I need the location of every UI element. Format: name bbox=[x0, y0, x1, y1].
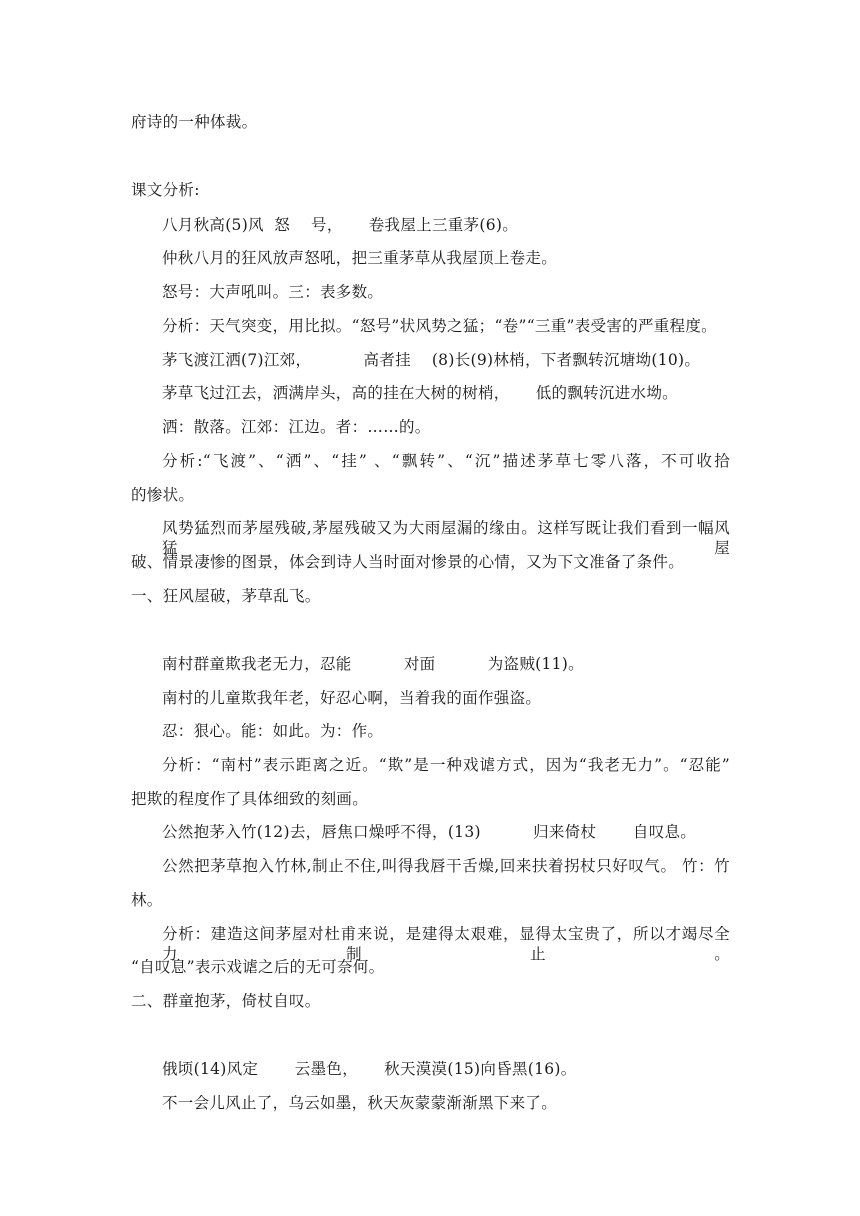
analysis-line-2a: 分析:“飞渡”、“洒”、“挂” 、“飘转”、“沉”描述茅草七零八落，不可收拾 bbox=[162, 452, 730, 470]
text-line-1: 府诗的一种体裁。 bbox=[131, 113, 258, 131]
analysis-line-3a: 分析：“南村”表示距离之近。“欺”是一种戏谑方式，因为“我老无力”。“忍能” bbox=[162, 756, 730, 774]
translation-line-4b: 林。 bbox=[131, 891, 163, 909]
section-summary-1: 一、狂风屋破，茅草乱飞。 bbox=[131, 587, 321, 605]
analysis-line-4a: 分析：建造这间茅屋对杜甫来说，是建得太艰难，显得太宝贵了，所以才竭尽全力制止。 bbox=[162, 925, 730, 963]
analysis-line-3b: 把欺的程度作了具体细致的刻画。 bbox=[131, 790, 369, 808]
poem-line-3: 南村群童欺我老无力，忍能 对面 为盗贼(11)。 bbox=[162, 655, 584, 673]
poem-line-2: 茅飞渡江洒(7)江郊， 高者挂 (8)长(9)林梢，下者飘转沉塘坳(10)。 bbox=[162, 351, 701, 369]
poem-line-4: 公然抱茅入竹(12)去，唇焦口燥呼不得，(13) 归来倚杖 自叹息。 bbox=[162, 823, 697, 841]
section-heading-analysis: 课文分析: bbox=[131, 181, 200, 199]
analysis-line-2b: 的惨状。 bbox=[131, 486, 195, 504]
analysis-line-1: 分析：天气突变，用比拟。“怒号”状风势之猛；“卷”“三重”表受害的严重程度。 bbox=[162, 317, 717, 335]
analysis-line-4b: “自叹息”表示戏谑之后的无可奈何。 bbox=[131, 958, 385, 976]
section-summary-2: 二、群童抱茅，倚杖自叹。 bbox=[131, 992, 321, 1010]
annotation-line-2: 洒：散落。江郊：江边。者：……的。 bbox=[162, 418, 431, 436]
translation-line-5: 不一会儿风止了，乌云如墨，秋天灰蒙蒙渐渐黑下来了。 bbox=[162, 1094, 558, 1112]
poem-line-1: 八月秋高(5)风 怒 号， 卷我屋上三重茅(6)。 bbox=[162, 216, 519, 234]
annotation-line-1: 怒号：大声吼叫。三：表多数。 bbox=[162, 283, 384, 301]
translation-line-4a: 公然把茅草抱入竹林,制止不住,叫得我唇干舌燥,回来扶着拐杖只好叹气。 竹：竹 bbox=[162, 857, 730, 875]
translation-line-2: 茅草飞过江去，洒满岸头，高的挂在大树的树梢， 低的飘转沉进水坳。 bbox=[162, 384, 678, 402]
summary-paragraph-line-2: 破、情景凄惨的图景，体会到诗人当时面对惨景的心情，又为下文准备了条件。 bbox=[131, 553, 685, 571]
annotation-line-3: 忍：狠心。能：如此。为：作。 bbox=[162, 722, 384, 740]
translation-line-1: 仲秋八月的狂风放声怒吼，把三重茅草从我屋顶上卷走。 bbox=[162, 249, 558, 267]
translation-line-3: 南村的儿童欺我年老，好忍心啊，当着我的面作强盗。 bbox=[162, 689, 542, 707]
summary-paragraph-line-1: 风势猛烈而茅屋残破,茅屋残破又为大雨屋漏的缘由。这样写既让我们看到一幅风猛屋 bbox=[162, 519, 730, 557]
poem-line-5: 俄顷(14)风定 云墨色， 秋天漠漠(15)向昏黑(16)。 bbox=[162, 1060, 577, 1078]
